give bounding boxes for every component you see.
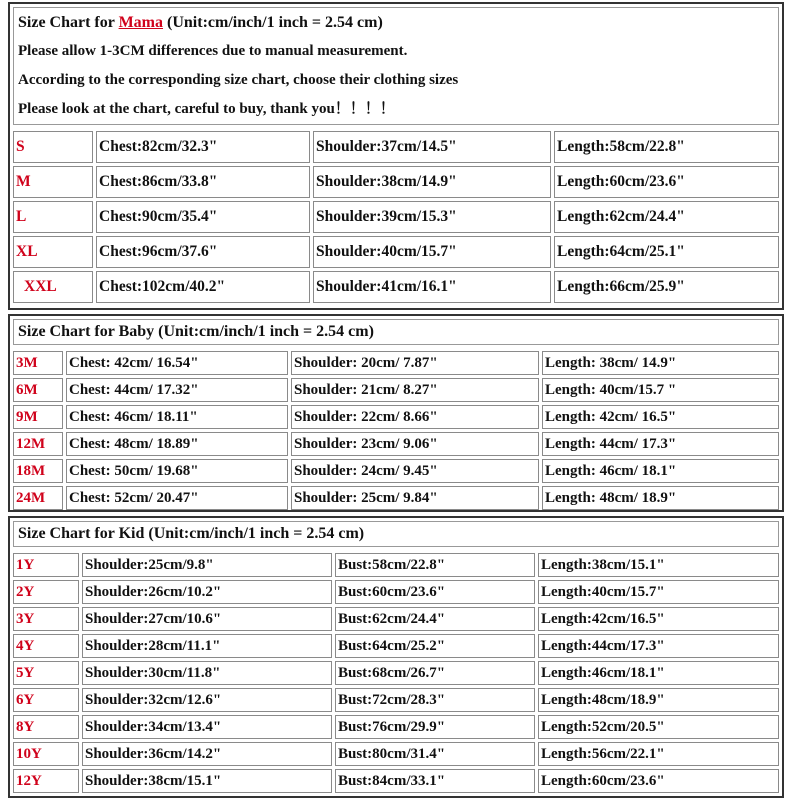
mama-note: Please look at the chart, careful to buy, thank you！！！！ xyxy=(18,101,395,117)
shoulder-cell: Shoulder:27cm/10.6" xyxy=(82,607,332,631)
shoulder-cell: Shoulder:39cm/15.3" xyxy=(313,201,551,233)
length-cell: Length: 42cm/ 16.5" xyxy=(542,405,779,429)
chest-cell: Chest:82cm/32.3" xyxy=(96,131,310,163)
length-cell: Length: 38cm/ 14.9" xyxy=(542,351,779,375)
size-cell: 18M xyxy=(13,459,63,483)
shoulder-cell: Shoulder:30cm/11.8" xyxy=(82,661,332,685)
size-cell: 6M xyxy=(13,378,63,402)
size-cell: 3Y xyxy=(13,607,79,631)
length-cell: Length:42cm/16.5" xyxy=(538,607,779,631)
baby-size-table xyxy=(10,348,782,513)
chest-cell: Chest: 48cm/ 18.89" xyxy=(66,432,288,456)
shoulder-cell: Shoulder:26cm/10.2" xyxy=(82,580,332,604)
length-cell: Length:48cm/18.9" xyxy=(538,688,779,712)
table-row xyxy=(13,432,779,456)
mama-note: According to the corresponding size chart, choose their clothing sizes xyxy=(18,72,459,88)
baby-title: Size Chart for Baby (Unit:cm/inch/1 inch = 2.54 cm) xyxy=(13,319,779,345)
bust-cell: Bust:60cm/23.6" xyxy=(335,580,535,604)
bust-cell: Bust:84cm/33.1" xyxy=(335,769,535,793)
size-cell: S xyxy=(13,131,93,163)
length-cell: Length:44cm/17.3" xyxy=(538,634,779,658)
mama-header xyxy=(13,7,779,125)
size-cell: 1Y xyxy=(13,553,79,577)
table-row xyxy=(13,715,779,739)
size-cell: 6Y xyxy=(13,688,79,712)
shoulder-cell: Shoulder:36cm/14.2" xyxy=(82,742,332,766)
shoulder-cell: Shoulder: 23cm/ 9.06" xyxy=(291,432,539,456)
shoulder-cell: Shoulder:25cm/9.8" xyxy=(82,553,332,577)
shoulder-cell: Shoulder:38cm/14.9" xyxy=(313,166,551,198)
length-cell: Length:52cm/20.5" xyxy=(538,715,779,739)
size-cell: 12M xyxy=(13,432,63,456)
kid-size-table xyxy=(10,550,782,796)
baby-size-chart xyxy=(8,314,784,512)
shoulder-cell: Shoulder:40cm/15.7" xyxy=(313,236,551,268)
size-cell: M xyxy=(13,166,93,198)
table-row xyxy=(13,378,779,402)
bust-cell: Bust:72cm/28.3" xyxy=(335,688,535,712)
length-cell: Length:60cm/23.6" xyxy=(554,166,779,198)
mama-size-chart xyxy=(8,2,784,310)
table-row xyxy=(13,742,779,766)
shoulder-cell: Shoulder: 20cm/ 7.87" xyxy=(291,351,539,375)
shoulder-cell: Shoulder: 25cm/ 9.84" xyxy=(291,486,539,510)
length-cell: Length:60cm/23.6" xyxy=(538,769,779,793)
shoulder-cell: Shoulder: 24cm/ 9.45" xyxy=(291,459,539,483)
length-cell: Length:46cm/18.1" xyxy=(538,661,779,685)
size-cell: 10Y xyxy=(13,742,79,766)
length-cell: Length:58cm/22.8" xyxy=(554,131,779,163)
table-row xyxy=(13,271,779,303)
shoulder-cell: Shoulder:28cm/11.1" xyxy=(82,634,332,658)
shoulder-cell: Shoulder: 21cm/ 8.27" xyxy=(291,378,539,402)
chest-cell: Chest: 46cm/ 18.11" xyxy=(66,405,288,429)
length-cell: Length: 44cm/ 17.3" xyxy=(542,432,779,456)
size-cell: 4Y xyxy=(13,634,79,658)
table-row xyxy=(13,634,779,658)
size-cell: 9M xyxy=(13,405,63,429)
chest-cell: Chest:86cm/33.8" xyxy=(96,166,310,198)
size-cell: 12Y xyxy=(13,769,79,793)
table-row xyxy=(13,553,779,577)
shoulder-cell: Shoulder:32cm/12.6" xyxy=(82,688,332,712)
table-row xyxy=(13,236,779,268)
length-cell: Length:56cm/22.1" xyxy=(538,742,779,766)
mama-size-table xyxy=(10,128,782,306)
kid-title: Size Chart for Kid (Unit:cm/inch/1 inch = 2.54 cm) xyxy=(13,521,779,547)
shoulder-cell: Shoulder: 22cm/ 8.66" xyxy=(291,405,539,429)
shoulder-cell: Shoulder:37cm/14.5" xyxy=(313,131,551,163)
bust-cell: Bust:58cm/22.8" xyxy=(335,553,535,577)
length-cell: Length: 48cm/ 18.9" xyxy=(542,486,779,510)
shoulder-cell: Shoulder:38cm/15.1" xyxy=(82,769,332,793)
size-cell: 8Y xyxy=(13,715,79,739)
shoulder-cell: Shoulder:41cm/16.1" xyxy=(313,271,551,303)
size-cell: 5Y xyxy=(13,661,79,685)
mama-note: Please allow 1-3CM differences due to manual measurement. xyxy=(18,43,408,59)
chest-cell: Chest: 50cm/ 19.68" xyxy=(66,459,288,483)
table-row xyxy=(13,405,779,429)
table-row xyxy=(13,580,779,604)
table-row xyxy=(13,607,779,631)
size-cell: 2Y xyxy=(13,580,79,604)
length-cell: Length: 46cm/ 18.1" xyxy=(542,459,779,483)
chest-cell: Chest: 42cm/ 16.54" xyxy=(66,351,288,375)
table-row xyxy=(13,688,779,712)
length-cell: Length:64cm/25.1" xyxy=(554,236,779,268)
shoulder-cell: Shoulder:34cm/13.4" xyxy=(82,715,332,739)
length-cell: Length:40cm/15.7" xyxy=(538,580,779,604)
table-row xyxy=(13,131,779,163)
chest-cell: Chest: 52cm/ 20.47" xyxy=(66,486,288,510)
chest-cell: Chest:90cm/35.4" xyxy=(96,201,310,233)
bust-cell: Bust:62cm/24.4" xyxy=(335,607,535,631)
chest-cell: Chest:102cm/40.2" xyxy=(96,271,310,303)
length-cell: Length:38cm/15.1" xyxy=(538,553,779,577)
chest-cell: Chest:96cm/37.6" xyxy=(96,236,310,268)
bust-cell: Bust:68cm/26.7" xyxy=(335,661,535,685)
size-cell: XL xyxy=(13,236,93,268)
length-cell: Length:66cm/25.9" xyxy=(554,271,779,303)
table-row xyxy=(13,201,779,233)
mama-title-name: Mama xyxy=(118,14,164,31)
chest-cell: Chest: 44cm/ 17.32" xyxy=(66,378,288,402)
size-cell: 3M xyxy=(13,351,63,375)
bust-cell: Bust:76cm/29.9" xyxy=(335,715,535,739)
table-row xyxy=(13,459,779,483)
table-row xyxy=(13,661,779,685)
kid-size-chart xyxy=(8,516,784,798)
size-cell: L xyxy=(13,201,93,233)
table-row xyxy=(13,486,779,510)
table-row xyxy=(13,351,779,375)
size-cell: XXL xyxy=(13,271,93,303)
bust-cell: Bust:64cm/25.2" xyxy=(335,634,535,658)
size-cell: 24M xyxy=(13,486,63,510)
mama-title: Size Chart for Mama (Unit:cm/inch/1 inch = 2.54 cm) xyxy=(18,14,383,31)
table-row xyxy=(13,769,779,793)
length-cell: Length: 40cm/15.7 " xyxy=(542,378,779,402)
table-row xyxy=(13,166,779,198)
bust-cell: Bust:80cm/31.4" xyxy=(335,742,535,766)
length-cell: Length:62cm/24.4" xyxy=(554,201,779,233)
